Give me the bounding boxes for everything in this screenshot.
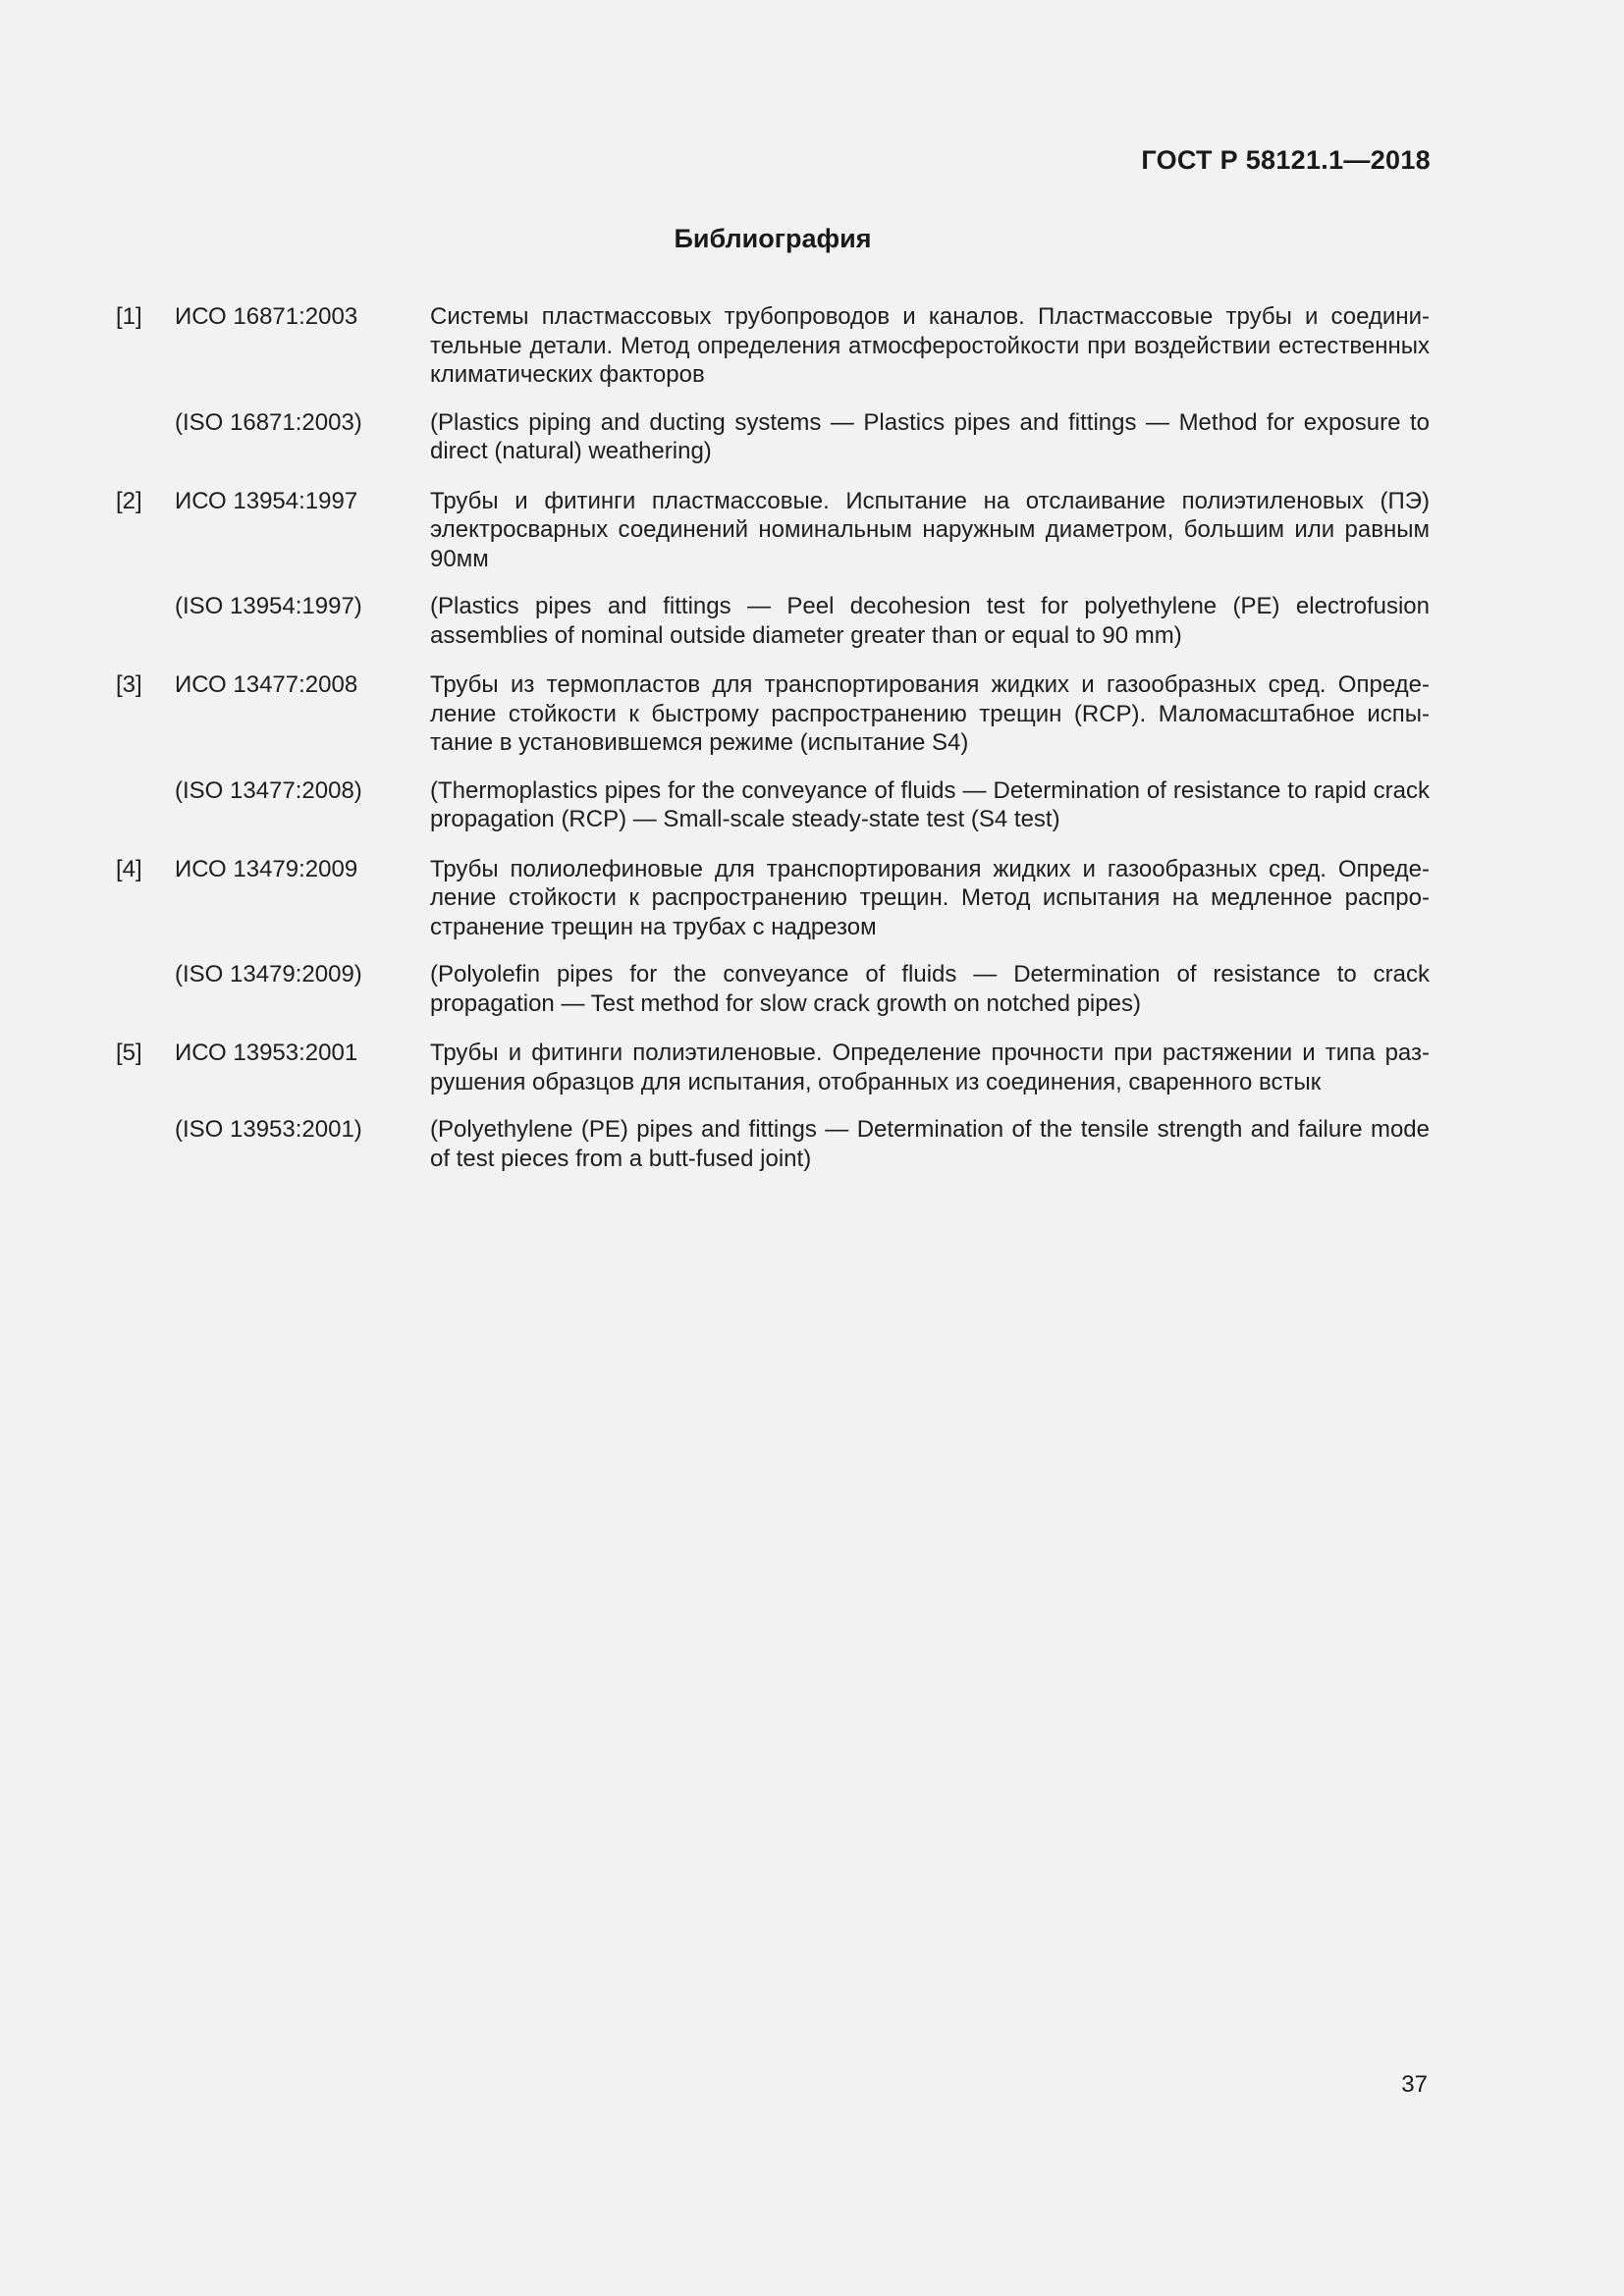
standard-title-ru: Системы пластмассовых трубопроводов и каналов. Пластмассовые трубы и соединительные детали. Метод определения атмосферостойкости при воздействии естественных климатических факторов	[430, 303, 1430, 388]
standard-title-en: (Polyolefin pipes for the conveyance of fluids — Determination of resistance to crack propagation — Test method for slow crack growth on notched pipes)	[430, 961, 1430, 1017]
document-code: ГОСТ Р 58121.1—2018	[1141, 145, 1431, 175]
bibliography-entry	[116, 670, 1430, 758]
standard-title-ru: Трубы из термопластов для транспортирования жидких и газообразных сред. Определение стойкости к быстрому распространению трещин (RCP). Маломасштабное испытание в установившемся режиме (испытание S4)	[430, 671, 1430, 756]
standard-code-en: (ISO 13953:2001)	[175, 1116, 362, 1143]
bibliography-entry-original	[116, 408, 1430, 466]
bibliography-list	[116, 302, 1430, 1173]
standard-title-en: (Thermoplastics pipes for the conveyance of fluids — Determination of resistance to rapid crack propagation (RCP) — Small-scale steady-state test (S4 test)	[430, 776, 1430, 832]
standard-code-ru: ИСО 13954:1997	[175, 487, 358, 514]
page-title: Библиография	[674, 224, 872, 253]
standard-code-ru: ИСО 16871:2003	[175, 303, 358, 330]
page-number: 37	[1401, 2071, 1428, 2098]
bibliography-entry-original	[116, 776, 1430, 834]
standard-title-en: (Plastics piping and ducting systems — Plastics pipes and fittings — Method for exposure to direct (natural) weathering)	[430, 408, 1430, 464]
standard-code-en: (ISO 13477:2008)	[175, 776, 362, 804]
standard-title-en: (Plastics pipes and fittings — Peel decohesion test for polyethylene (PE) electrofusion assemblies of nominal outside diameter greater than or equal to 90 mm)	[430, 593, 1430, 649]
bibliography-entry-original	[116, 592, 1430, 650]
entry-number: [4]	[116, 855, 142, 882]
entry-number: [1]	[116, 303, 142, 330]
bibliography-entry	[116, 855, 1430, 942]
bibliography-entry	[116, 487, 1430, 574]
bibliography-entry	[116, 302, 1430, 390]
standard-code-en: (ISO 16871:2003)	[175, 408, 362, 436]
standard-title-ru: Трубы полиолефиновые для транспортирования жидких и газообразных сред. Определение стойкости к распространению трещин. Метод испытания на медленное распространение трещин на трубах с надрезом	[430, 855, 1430, 940]
standard-code-en: (ISO 13479:2009)	[175, 961, 362, 988]
standard-code-ru: ИСО 13479:2009	[175, 855, 358, 882]
standard-code-ru: ИСО 13477:2008	[175, 671, 358, 698]
standard-code-ru: ИСО 13953:2001	[175, 1040, 358, 1066]
entry-number: [5]	[116, 1040, 142, 1066]
entry-number: [2]	[116, 487, 142, 514]
standard-title-en: (Polyethylene (PE) pipes and fittings — Determination of the tensile strength and failure mode of test pieces from a butt-fused joint)	[430, 1116, 1430, 1172]
bibliography-entry-original	[116, 1115, 1430, 1173]
standard-code-en: (ISO 13954:1997)	[175, 593, 362, 619]
standard-title-ru: Трубы и фитинги полиэтиленовые. Определение прочности при растяжении и типа разрушения образцов для испытания, отобранных из соединения, сваренного встык	[430, 1040, 1430, 1095]
bibliography-entry-original	[116, 960, 1430, 1018]
bibliography-entry	[116, 1039, 1430, 1096]
standard-title-ru: Трубы и фитинги пластмассовые. Испытание на отслаивание полиэтиленовых (ПЭ) электросварных соединений номинальным наружным диаметром, большим или равным 90мм	[430, 487, 1430, 572]
entry-number: [3]	[116, 671, 142, 698]
